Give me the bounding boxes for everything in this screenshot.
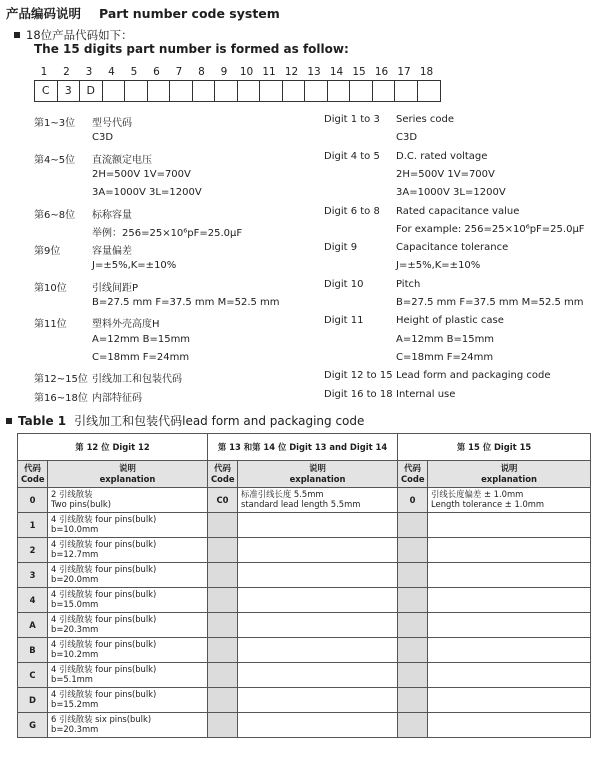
digit-number: 5 — [130, 66, 138, 78]
digit1314-explanation-empty — [238, 588, 398, 613]
spec-cn-label: 第9位 — [34, 246, 61, 258]
digit-number: 12 — [284, 66, 299, 78]
digit15-code-empty — [398, 588, 428, 613]
digit-number: 17 — [397, 66, 411, 78]
table-row — [18, 588, 591, 613]
spec-en-desc: Capacitance tolerance — [396, 242, 509, 254]
explanation-line: 4 引线散装 four pins(bulk) — [51, 539, 157, 549]
digit-number: 6 — [153, 66, 160, 78]
table-title-label: Table 1 — [18, 414, 67, 428]
digit15-explanation-empty — [428, 688, 591, 713]
explanation-line: 标准引线长度 5.5mm — [241, 489, 324, 499]
table-sub-header — [18, 461, 591, 488]
code-box — [148, 81, 171, 101]
explanation-line: 4 引线散装 four pins(bulk) — [51, 614, 157, 624]
code-header-en: Code — [211, 474, 235, 484]
code-box: C — [35, 81, 58, 101]
code-box — [418, 81, 441, 101]
explanation-line: 4 引线散装 four pins(bulk) — [51, 664, 157, 674]
spec-en-value: C3D — [396, 132, 418, 144]
digit12-code: B — [18, 638, 48, 663]
spec-cn-value: J=±5%,K=±10% — [92, 260, 177, 272]
digit12-explanation — [48, 638, 208, 663]
digit1314-code-empty — [208, 513, 238, 538]
digit15-code-empty — [398, 563, 428, 588]
digit15-explanation-empty — [428, 588, 591, 613]
digit15-code-empty — [398, 513, 428, 538]
code-box — [373, 81, 396, 101]
digit1314-code: C0 — [208, 488, 238, 513]
code-box — [193, 81, 216, 101]
explanation-line: Two pins(bulk) — [51, 499, 112, 509]
title-cn: 产品编码说明 — [6, 6, 82, 21]
exp-header-en: explanation — [289, 474, 346, 484]
code-box: D — [80, 81, 103, 101]
digit15-code-empty — [398, 613, 428, 638]
digit-number: 14 — [329, 66, 344, 78]
code-box — [103, 81, 126, 101]
spec-en-desc: Internal use — [396, 388, 456, 400]
spec-en-value: J=±5%,K=±10% — [396, 260, 481, 272]
spec-en-label: Digit 4 to 5 — [324, 150, 380, 162]
code-header-en: Code — [21, 474, 45, 484]
digit1314-explanation-empty — [238, 688, 398, 713]
title-en: Part number code system — [99, 6, 280, 21]
digit-number: 7 — [175, 66, 183, 78]
digit-number: 16 — [374, 66, 389, 78]
spec-en-label: Digit 1 to 3 — [324, 114, 380, 125]
explanation-line: b=20.3mm — [51, 624, 99, 634]
digit12-code: A — [18, 613, 48, 638]
digit1314-explanation — [238, 488, 398, 513]
code-header — [208, 461, 238, 488]
digit1314-explanation-empty — [238, 663, 398, 688]
spec-en-value: C=18mm F=24mm — [396, 351, 494, 363]
spec-en-value: B=27.5 mm F=37.5 mm M=52.5 mm — [396, 297, 584, 308]
digit12-code: 4 — [18, 588, 48, 613]
digit12-code: D — [18, 688, 48, 713]
exp-header-en: explanation — [481, 474, 537, 484]
spec-en-value: For example: 256=25×10⁶pF=25.0μF — [396, 223, 585, 235]
explanation-line: 6 引线散装 six pins(bulk) — [51, 714, 152, 724]
digit12-code: 3 — [18, 563, 48, 588]
digit-number: 9 — [220, 66, 228, 78]
digit15-explanation-empty — [428, 638, 591, 663]
spec-cn-value: C=18mm F=24mm — [92, 351, 190, 363]
spec-en-desc: Rated capacitance value — [396, 205, 520, 217]
spec-en-label: Digit 12 to 15 — [324, 370, 393, 382]
subtitle-cn-text: 18位产品代码如下： — [26, 28, 133, 42]
code-header-cn: 代码 — [404, 463, 421, 473]
exp-header-cn: 说明 — [500, 463, 518, 473]
digit1314-explanation-empty — [238, 538, 398, 563]
group-digit12: 第 12 位 Digit 12 — [18, 434, 208, 461]
digit15-code-empty — [398, 663, 428, 688]
digit12-explanation — [48, 713, 208, 738]
digit12-code: C — [18, 663, 48, 688]
digit1314-code-empty — [208, 713, 238, 738]
spec-cn-label: 第11位 — [34, 319, 67, 331]
digit-number: 3 — [85, 66, 93, 78]
code-header — [398, 461, 428, 488]
digit12-code: 1 — [18, 513, 48, 538]
exp-header — [238, 461, 398, 488]
table-row — [18, 638, 591, 663]
digit12-code: 0 — [18, 488, 48, 513]
group-digit1314: 第 13 和第 14 位 Digit 13 and Digit 14 — [208, 434, 398, 461]
digit1314-code-empty — [208, 563, 238, 588]
table-row — [18, 538, 591, 563]
explanation-line: b=20.3mm — [51, 724, 99, 734]
code-box — [125, 81, 148, 101]
explanation-line: 2 引线散装 — [51, 489, 93, 499]
digit-number: 11 — [262, 66, 276, 78]
digit15-explanation-empty — [428, 663, 591, 688]
spec-cn-value: 3A=1000V 3L=1200V — [92, 187, 202, 199]
digit15-explanation-empty — [428, 513, 591, 538]
explanation-line: 4 引线散装 four pins(bulk) — [51, 564, 157, 574]
code-boxes — [34, 80, 441, 102]
page-title — [6, 4, 280, 22]
spec-en-value: 3A=1000V 3L=1200V — [396, 187, 506, 199]
exp-header — [48, 461, 208, 488]
digit12-explanation — [48, 488, 208, 513]
spec-cn-label: 第4~5位 — [34, 154, 76, 166]
digit12-explanation — [48, 588, 208, 613]
explanation-line: 4 引线散装 four pins(bulk) — [51, 689, 157, 699]
table-row — [18, 713, 591, 738]
spec-cn-desc: 直流额定电压 — [92, 154, 152, 166]
bullet-icon — [14, 32, 20, 38]
spec-cn-desc: 容量偏差 — [92, 246, 132, 258]
spec-cn-desc: 内部特征码 — [92, 392, 142, 404]
spec-cn-desc: 引线加工和包装代码 — [92, 374, 182, 386]
explanation-line: 4 引线散装 four pins(bulk) — [51, 589, 157, 599]
table-row — [18, 688, 591, 713]
digit-number: 2 — [63, 66, 70, 78]
explanation-line: standard lead length 5.5mm — [241, 499, 361, 509]
digit-number: 10 — [239, 66, 254, 78]
digit15-explanation-empty — [428, 538, 591, 563]
spec-cn-desc: 引线间距P — [92, 282, 139, 294]
digit-number: 15 — [352, 66, 366, 78]
digit-number: 18 — [419, 66, 434, 78]
digit1314-explanation-empty — [238, 713, 398, 738]
spec-cn-label: 第12~15位 — [34, 374, 88, 386]
spec-cn-label: 第1~3位 — [34, 118, 76, 129]
spec-en-value: A=12mm B=15mm — [396, 333, 495, 345]
spec-cn-value: C3D — [92, 132, 114, 144]
subtitle-en: The 15 digits part number is formed as follow: — [34, 42, 349, 56]
digit12-explanation — [48, 513, 208, 538]
explanation-line: Length tolerance ± 1.0mm — [431, 499, 545, 509]
group-digit15: 第 15 位 Digit 15 — [398, 434, 591, 461]
spec-cn-desc: 型号代码 — [92, 118, 132, 129]
digit-number: 8 — [198, 66, 205, 78]
spec-cn-value: B=27.5 mm F=37.5 mm M=52.5 mm — [92, 297, 280, 308]
explanation-line: b=5.1mm — [51, 674, 93, 684]
explanation-line: b=10.0mm — [51, 524, 99, 534]
explanation-line: 4 引线散装 four pins(bulk) — [51, 639, 157, 649]
code-box — [260, 81, 283, 101]
spec-en-desc: Series code — [396, 114, 455, 125]
explanation-line: 4 引线散装 four pins(bulk) — [51, 514, 157, 524]
digit12-explanation — [48, 538, 208, 563]
spec-en-label: Digit 11 — [324, 315, 364, 327]
digit12-explanation — [48, 563, 208, 588]
lead-form-table — [17, 433, 591, 738]
digit1314-code-empty — [208, 613, 238, 638]
exp-header-cn: 说明 — [309, 463, 326, 473]
spec-en-desc: D.C. rated voltage — [396, 150, 488, 162]
spec-cn-value: A=12mm B=15mm — [92, 333, 191, 345]
code-header — [18, 461, 48, 488]
code-box — [170, 81, 193, 101]
table-row — [18, 513, 591, 538]
code-box: 3 — [58, 81, 81, 101]
spec-cn-label: 第16~18位 — [34, 392, 88, 404]
digit15-explanation-empty — [428, 563, 591, 588]
digit1314-code-empty — [208, 538, 238, 563]
code-box — [215, 81, 238, 101]
spec-cn-value: 举例：256=25×10⁶pF=25.0μF — [92, 227, 243, 239]
digit15-code: 0 — [398, 488, 428, 513]
digit1314-code-empty — [208, 588, 238, 613]
explanation-line: 引线长度偏差 ± 1.0mm — [431, 489, 524, 499]
table-title — [6, 412, 364, 429]
spec-en-label: Digit 10 — [324, 278, 364, 290]
digit15-code-empty — [398, 638, 428, 663]
spec-cn-value: 2H=500V 1V=700V — [92, 168, 191, 180]
digit-number: 13 — [307, 66, 321, 78]
code-header-cn: 代码 — [24, 463, 41, 473]
spec-en-value: 2H=500V 1V=700V — [396, 168, 495, 180]
explanation-line: b=15.2mm — [51, 699, 99, 709]
spec-en-label: Digit 6 to 8 — [324, 205, 380, 217]
spec-cn-desc: 塑料外壳高度H — [92, 319, 160, 331]
explanation-line: b=12.7mm — [51, 549, 99, 559]
table-title-text: 引线加工和包装代码lead form and packaging code — [74, 414, 365, 428]
code-header-en: Code — [401, 474, 425, 484]
spec-cn-label: 第6~8位 — [34, 209, 76, 221]
digit1314-code-empty — [208, 688, 238, 713]
exp-header-en: explanation — [99, 474, 156, 484]
digit12-code: G — [18, 713, 48, 738]
spec-en-label: Digit 9 — [324, 242, 358, 254]
digit1314-explanation-empty — [238, 563, 398, 588]
digit1314-explanation-empty — [238, 638, 398, 663]
spec-en-desc: Height of plastic case — [396, 315, 504, 327]
digit1314-explanation-empty — [238, 613, 398, 638]
spec-en-desc: Lead form and packaging code — [396, 370, 551, 382]
exp-header-cn: 说明 — [119, 463, 136, 473]
digit-number: 1 — [40, 66, 48, 78]
digit15-code-empty — [398, 688, 428, 713]
digit12-explanation — [48, 688, 208, 713]
spec-cn-label: 第10位 — [34, 282, 67, 294]
digit12-explanation — [48, 663, 208, 688]
code-box — [350, 81, 373, 101]
digit12-code: 2 — [18, 538, 48, 563]
digit-number: 4 — [108, 66, 115, 78]
digit15-code-empty — [398, 713, 428, 738]
table-row — [18, 488, 591, 513]
exp-header — [428, 461, 591, 488]
code-box — [328, 81, 351, 101]
code-box — [238, 81, 261, 101]
spec-en-label: Digit 16 to 18 — [324, 388, 393, 400]
code-box — [395, 81, 418, 101]
table-row — [18, 663, 591, 688]
explanation-line: b=15.0mm — [51, 599, 99, 609]
table-row — [18, 563, 591, 588]
digit15-explanation-empty — [428, 713, 591, 738]
explanation-line: b=10.2mm — [51, 649, 99, 659]
code-box — [305, 81, 328, 101]
explanation-line: b=20.0mm — [51, 574, 99, 584]
digit15-explanation — [428, 488, 591, 513]
digit15-explanation-empty — [428, 613, 591, 638]
digit15-code-empty — [398, 538, 428, 563]
spec-en-desc: Pitch — [396, 278, 421, 290]
table-row — [18, 613, 591, 638]
subtitle-cn — [14, 27, 133, 43]
digit1314-code-empty — [208, 638, 238, 663]
bullet-icon — [6, 418, 12, 424]
digit12-explanation — [48, 613, 208, 638]
digit1314-explanation-empty — [238, 513, 398, 538]
digit1314-code-empty — [208, 663, 238, 688]
code-header-cn: 代码 — [214, 463, 231, 473]
spec-cn-desc: 标称容量 — [92, 209, 132, 221]
table-group-header — [18, 434, 591, 461]
code-box — [283, 81, 306, 101]
